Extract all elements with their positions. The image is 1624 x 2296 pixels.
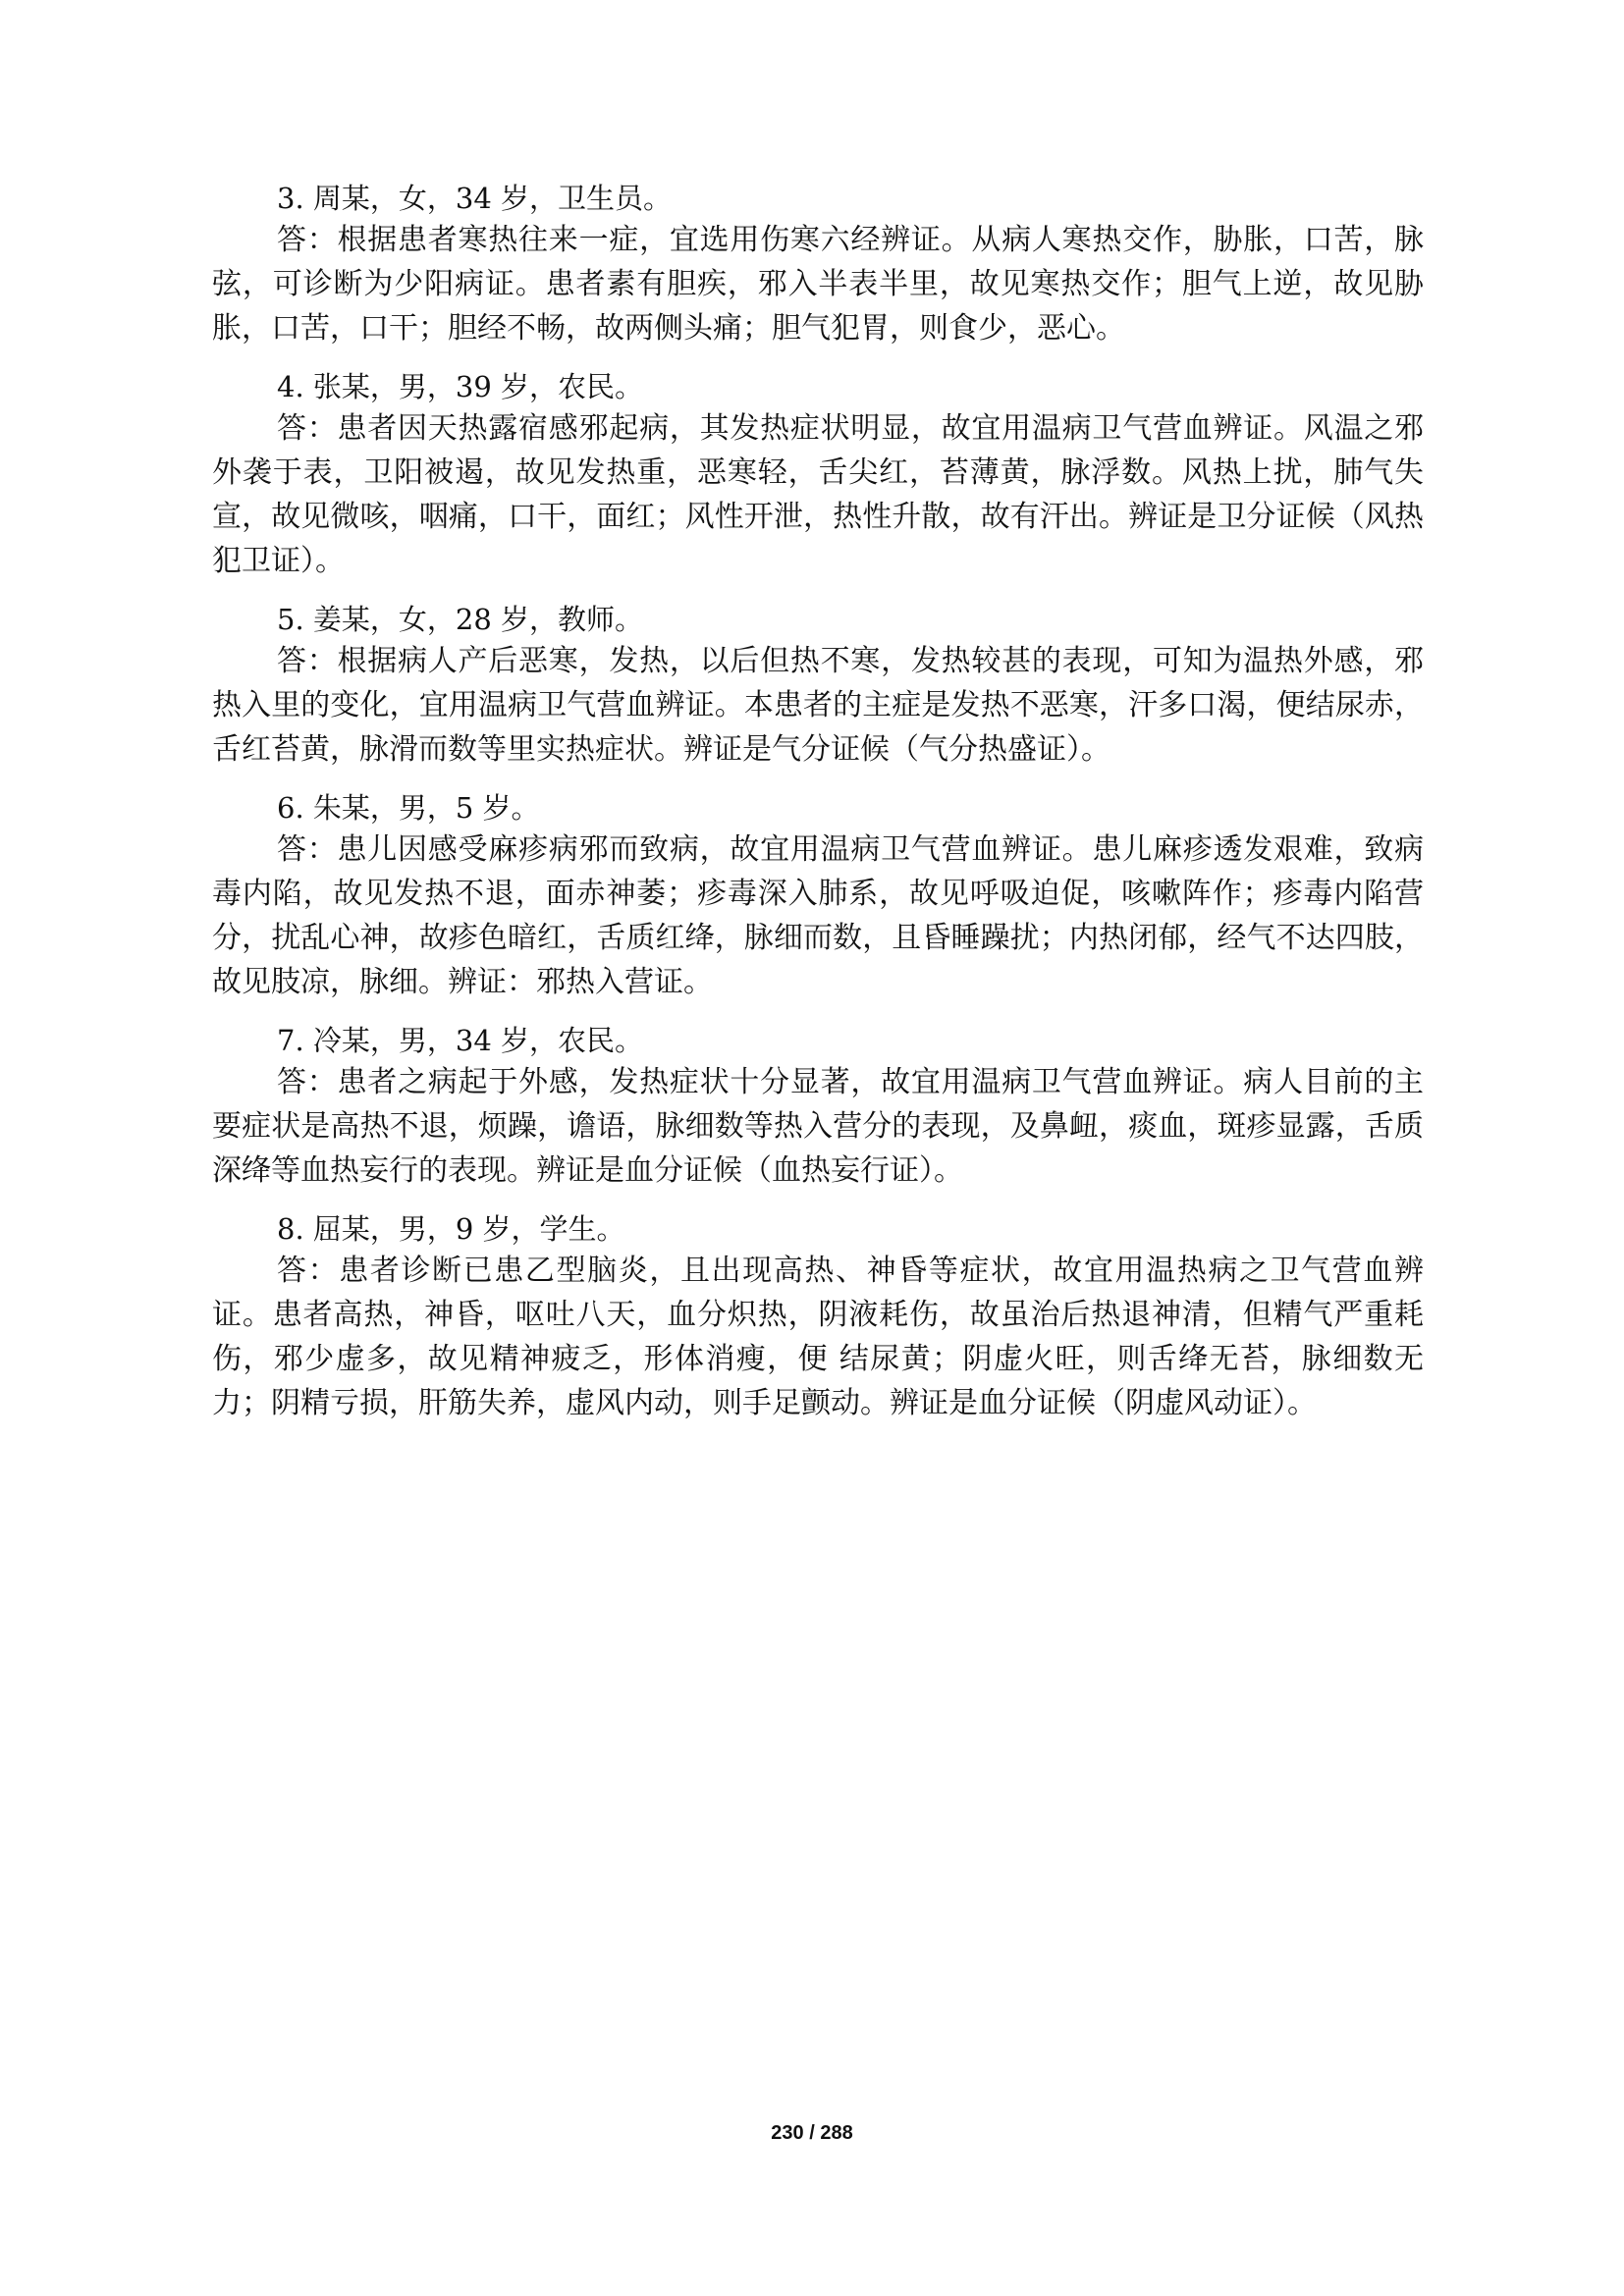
case-heading: 7. 冷某，男，34 岁，农民。: [277, 1024, 644, 1057]
case-answer: 答：患者之病起于外感，发热症状十分显著，故宜用温病卫气营血辨证。病人目前的主要症状是高热不退，烦躁，谵语，脉细数等热入营分的表现，及鼻衄，痰血，斑疹显露，舌质深绛等血热妄行的表现。辨证是血分证候（血热妄行证）。: [212, 1065, 1424, 1188]
case-6: [212, 788, 1424, 1004]
page-number: 230 / 288: [771, 2122, 853, 2144]
case-heading: 5. 姜某，女，28 岁，教师。: [277, 603, 644, 636]
case-list: [212, 179, 1424, 1442]
case-4: [212, 367, 1424, 583]
case-answer: 答：根据患者寒热往来一症，宜选用伤寒六经辨证。从病人寒热交作，胁胀，口苦，脉弦，可诊断为少阳病证。患者素有胆疾，邪入半表半里，故见寒热交作；胆气上逆，故见胁胀，口苦，口干；胆经不畅，故两侧头痛；胆气犯胃，则食少，恶心。: [212, 223, 1424, 346]
case-heading: 4. 张某，男，39 岁，农民。: [277, 370, 644, 403]
case-3: [212, 179, 1424, 350]
case-answer: 答：根据病人产后恶寒，发热，以后但热不寒，发热较甚的表现，可知为温热外感，邪热入里的变化，宜用温病卫气营血辨证。本患者的主症是发热不恶寒，汗多口渴，便结尿赤，舌红苔黄，脉滑而数等里实热症状。辨证是气分证候（气分热盛证）。: [212, 644, 1424, 767]
case-answer: 答：患者因天热露宿感邪起病，其发热症状明显，故宜用温病卫气营血辨证。风温之邪外袭于表，卫阳被遏，故见发热重，恶寒轻，舌尖红，苔薄黄，脉浮数。风热上扰，肺气失宣，故见微咳，咽痛，口干，面红；风性开泄，热性升散，故有汗出。辨证是卫分证候（风热犯卫证）。: [212, 411, 1424, 578]
case-answer: 答：患者诊断已患乙型脑炎，且出现高热、神昏等症状，故宜用温热病之卫气营血辨证。患者高热，神昏，呕吐八天，血分炽热，阴液耗伤，故虽治后热退神清，但精气严重耗伤，邪少虚多，故见精神疲乏，形体消瘦，便 结尿黄；阴虚火旺，则舌绛无苔，脉细数无力；阴精亏损，肝筋失养，虚风内动，则手足颤动。辨证是血分证候（阴虚风动证）。: [212, 1254, 1424, 1420]
case-heading: 3. 周某，女，34 岁，卫生员。: [277, 182, 673, 215]
case-8: [212, 1209, 1424, 1425]
case-heading: 8. 屈某，男，9 岁，学生。: [277, 1212, 625, 1246]
case-7: [212, 1021, 1424, 1193]
case-heading: 6. 朱某，男，5 岁。: [277, 791, 540, 825]
case-5: [212, 600, 1424, 772]
case-answer: 答：患儿因感受麻疹病邪而致病，故宜用温病卫气营血辨证。患儿麻疹透发艰难，致病毒内陷，故见发热不退，面赤神萎；疹毒深入肺系，故见呼吸迫促，咳嗽阵作；疹毒内陷营分，扰乱心神，故疹色暗红，舌质红绛，脉细而数，且昏睡躁扰；内热闭郁，经气不达四肢，故见肢凉，脉细。辨证：邪热入营证。: [212, 832, 1424, 999]
